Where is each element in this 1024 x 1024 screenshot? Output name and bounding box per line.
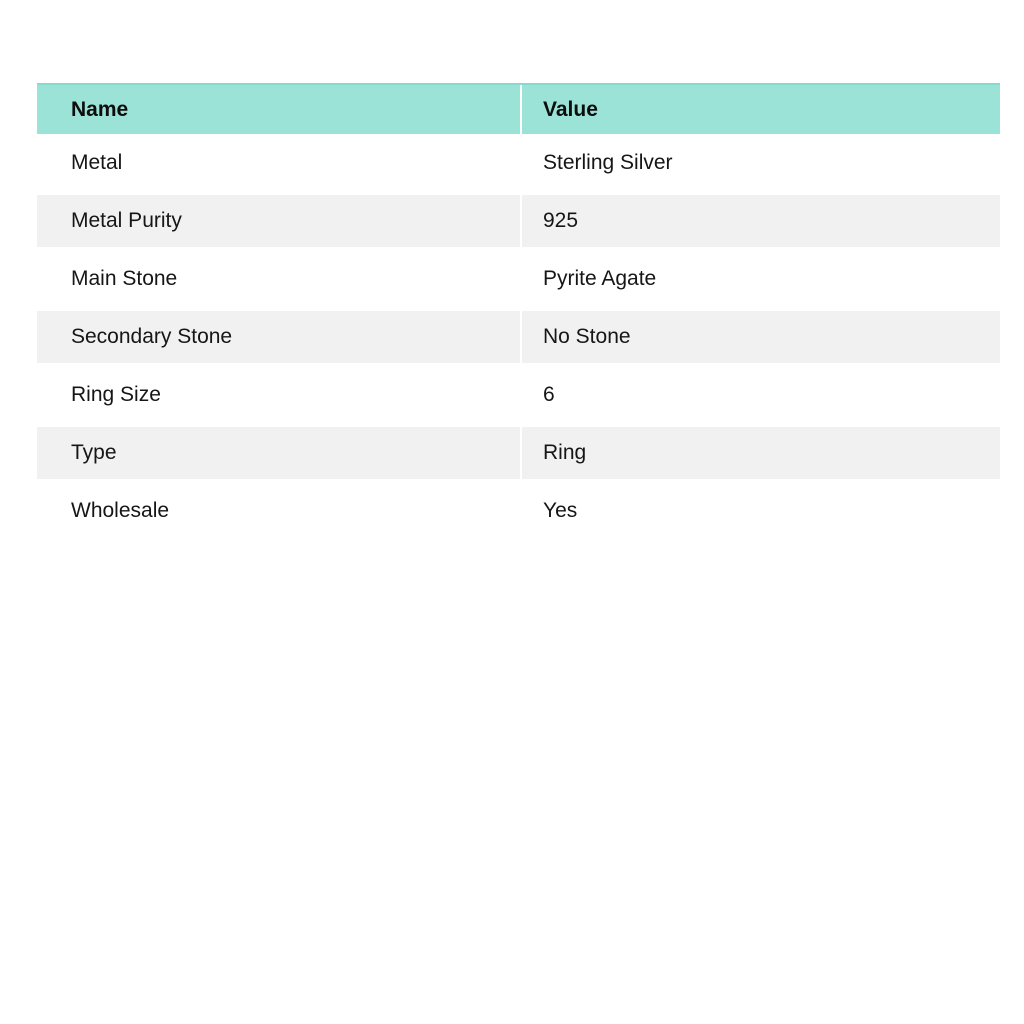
- table-row: [37, 250, 1000, 308]
- header-value: Value: [543, 97, 598, 121]
- spec-value: Pyrite Agate: [543, 267, 657, 290]
- spec-name: Ring Size: [37, 366, 522, 424]
- spec-value: No Stone: [543, 325, 631, 348]
- spec-value: Yes: [543, 499, 578, 522]
- spec-value: Sterling Silver: [543, 151, 673, 174]
- spec-name: Main Stone: [37, 250, 522, 308]
- spec-name: Wholesale: [37, 482, 522, 540]
- spec-value: 6: [543, 383, 555, 406]
- spec-name: Secondary Stone: [37, 311, 522, 363]
- product-specs-table: [37, 83, 1000, 540]
- table-header-row: [37, 83, 1000, 134]
- table-row: [37, 424, 1000, 482]
- spec-name: Type: [37, 427, 522, 479]
- spec-name: Metal: [37, 134, 522, 192]
- header-name: Name: [37, 85, 522, 134]
- table-row: [37, 482, 1000, 540]
- table-row: [37, 192, 1000, 250]
- spec-value: Ring: [543, 441, 587, 464]
- spec-name: Metal Purity: [37, 195, 522, 247]
- table-row: [37, 308, 1000, 366]
- table-row: [37, 366, 1000, 424]
- spec-value: 925: [543, 209, 579, 232]
- table-row: [37, 134, 1000, 192]
